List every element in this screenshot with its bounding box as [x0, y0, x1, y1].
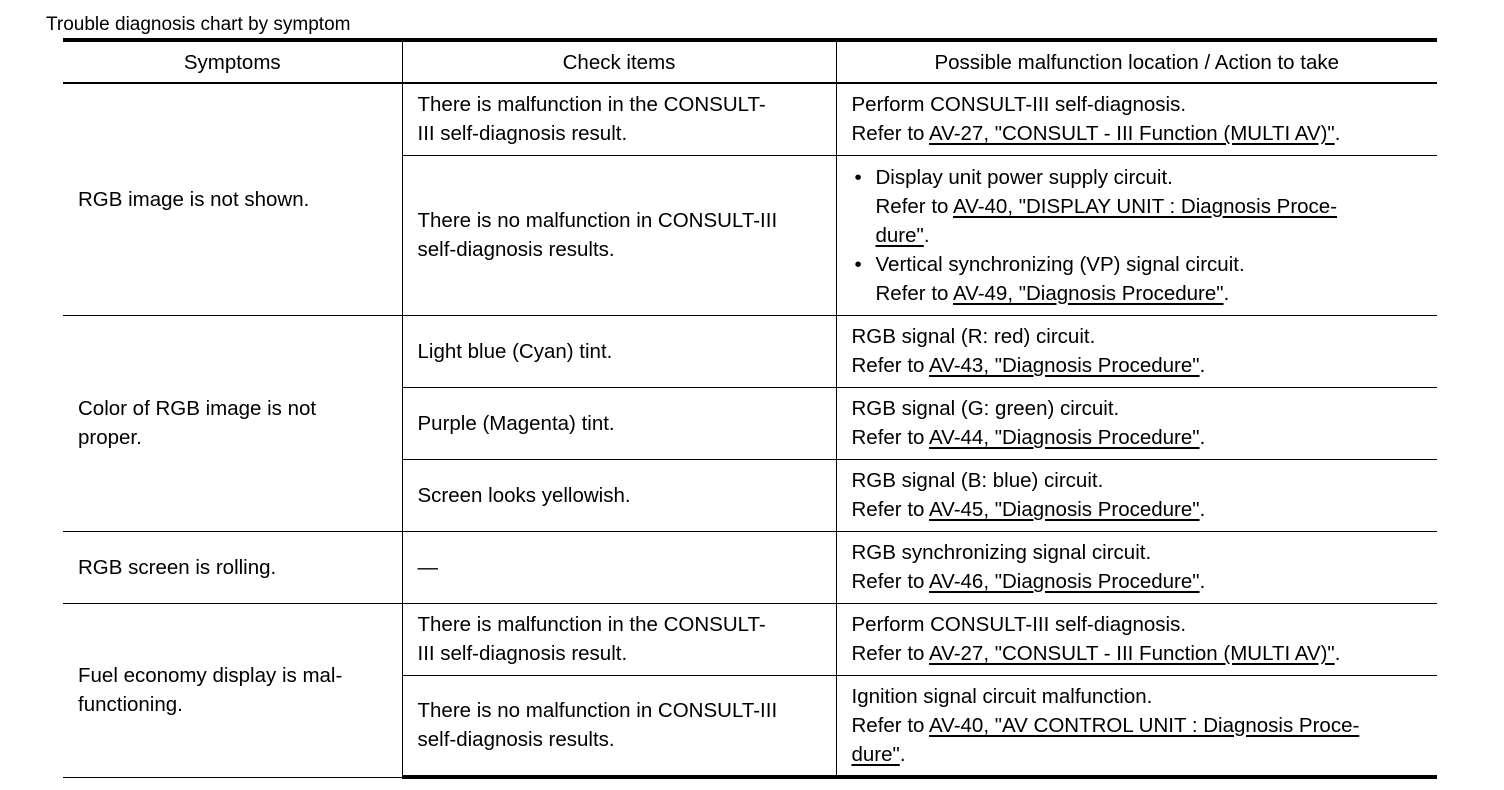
refer-label: Refer to	[875, 281, 953, 305]
action-text: • Display unit power supply circuit.	[875, 165, 1173, 189]
action-text: RGB synchronizing signal circuit.	[851, 541, 1152, 564]
check-cell	[402, 459, 836, 531]
chart-caption: Trouble diagnosis chart by symptom	[46, 14, 351, 35]
refer-line	[876, 192, 1423, 221]
refer-label: Refer to	[851, 713, 929, 737]
action-cell	[836, 387, 1437, 459]
action-bullet-item	[852, 163, 1423, 250]
table-row	[63, 603, 1437, 675]
action-cell	[836, 531, 1437, 603]
refer-label: Refer to	[851, 354, 929, 377]
refer-label: Refer to	[875, 194, 953, 218]
action-cell	[836, 83, 1437, 155]
action-cell	[836, 603, 1437, 675]
symptom-text: Color of RGB image is not	[78, 397, 317, 420]
trouble-diagnosis-table	[63, 38, 1437, 779]
refer-label: Refer to	[851, 122, 929, 146]
symptom-cell	[63, 531, 402, 603]
check-text: There is no malfunction in CONSULT-III	[417, 699, 778, 723]
refer-line	[852, 567, 1423, 596]
refer-label: Refer to	[851, 498, 929, 521]
header-symptoms: Symptoms	[63, 40, 402, 83]
reference-link[interactable]: AV-46, "Diagnosis Procedure"	[929, 570, 1200, 593]
refer-end: .	[1334, 642, 1341, 665]
refer-end: .	[899, 742, 906, 766]
refer-line	[852, 119, 1423, 148]
action-cell	[836, 315, 1437, 387]
check-cell	[402, 155, 836, 315]
header-action: Possible malfunction location / Action to take	[836, 40, 1437, 83]
refer-line	[852, 639, 1423, 668]
symptom-cell	[63, 83, 402, 315]
refer-end: .	[1199, 354, 1206, 377]
symptom-text: RGB image is not shown.	[78, 187, 310, 211]
reference-link-cont[interactable]: dure"	[851, 742, 900, 766]
reference-link[interactable]: AV-40, "DISPLAY UNIT : Diagnosis Proce-	[953, 194, 1338, 218]
action-cell	[836, 459, 1437, 531]
check-cell	[402, 83, 836, 155]
action-text: RGB signal (R: red) circuit.	[851, 325, 1096, 348]
symptom-text: proper.	[78, 426, 142, 449]
refer-line-cont	[876, 221, 1423, 250]
check-text: —	[417, 555, 438, 579]
refer-end: .	[1223, 281, 1230, 305]
table-row	[63, 83, 1437, 155]
check-text: Purple (Magenta) tint.	[417, 411, 615, 435]
action-text: Ignition signal circuit malfunction.	[851, 684, 1153, 708]
check-cell	[402, 531, 836, 603]
reference-link[interactable]: AV-27, "CONSULT - III Function (MULTI AV)"	[929, 642, 1335, 665]
check-text: self-diagnosis results.	[417, 728, 615, 752]
check-cell	[402, 315, 836, 387]
action-cell	[836, 155, 1437, 315]
symptom-cell	[63, 315, 402, 531]
action-cell	[836, 675, 1437, 777]
check-cell	[402, 387, 836, 459]
symptom-cell	[63, 603, 402, 777]
check-text: Screen looks yellowish.	[417, 483, 631, 507]
symptom-text: RGB screen is rolling.	[78, 555, 277, 579]
action-bullet-list	[852, 163, 1423, 308]
refer-label: Refer to	[851, 642, 929, 665]
reference-link[interactable]: AV-27, "CONSULT - III Function (MULTI AV)"	[929, 122, 1335, 146]
header-check-items: Check items	[402, 40, 836, 83]
reference-link-cont[interactable]: dure"	[875, 223, 924, 247]
refer-line-cont	[852, 740, 1423, 769]
check-text: There is no malfunction in CONSULT-III	[417, 209, 778, 232]
refer-end: .	[923, 223, 930, 247]
check-cell	[402, 675, 836, 777]
refer-end: .	[1199, 426, 1206, 449]
refer-end: .	[1199, 570, 1206, 593]
refer-end: .	[1199, 498, 1206, 521]
check-text: III self-diagnosis result.	[417, 122, 628, 146]
refer-line	[852, 423, 1423, 452]
table-row	[63, 315, 1437, 387]
check-text: There is malfunction in the CONSULT-	[417, 613, 766, 636]
symptom-text: Fuel economy display is mal-	[78, 664, 343, 687]
reference-link[interactable]: AV-49, "Diagnosis Procedure"	[953, 281, 1224, 305]
refer-line	[852, 495, 1423, 524]
symptom-text: functioning.	[78, 693, 183, 716]
reference-link[interactable]: AV-45, "Diagnosis Procedure"	[929, 498, 1200, 521]
check-text: Light blue (Cyan) tint.	[417, 339, 613, 363]
table-header-row	[63, 40, 1437, 83]
refer-end: .	[1334, 122, 1341, 146]
check-cell	[402, 603, 836, 675]
action-text: Perform CONSULT-III self-diagnosis.	[851, 613, 1187, 636]
refer-line	[852, 711, 1423, 740]
table-row	[63, 531, 1437, 603]
check-text: There is malfunction in the CONSULT-	[417, 93, 766, 117]
check-text: III self-diagnosis result.	[417, 642, 628, 665]
refer-line	[876, 279, 1423, 308]
refer-line	[852, 351, 1423, 380]
refer-label: Refer to	[851, 426, 929, 449]
reference-link[interactable]: AV-44, "Diagnosis Procedure"	[929, 426, 1200, 449]
action-bullet-item	[852, 250, 1423, 308]
reference-link[interactable]: AV-43, "Diagnosis Procedure"	[929, 354, 1200, 377]
action-text: • Vertical synchronizing (VP) signal circuit.	[875, 252, 1245, 276]
action-text: RGB signal (G: green) circuit.	[851, 397, 1120, 420]
action-text: Perform CONSULT-III self-diagnosis.	[851, 93, 1187, 117]
reference-link[interactable]: AV-40, "AV CONTROL UNIT : Diagnosis Proce-	[929, 713, 1360, 737]
check-text: self-diagnosis results.	[417, 238, 615, 261]
action-text: RGB signal (B: blue) circuit.	[851, 469, 1104, 492]
refer-label: Refer to	[851, 570, 929, 593]
